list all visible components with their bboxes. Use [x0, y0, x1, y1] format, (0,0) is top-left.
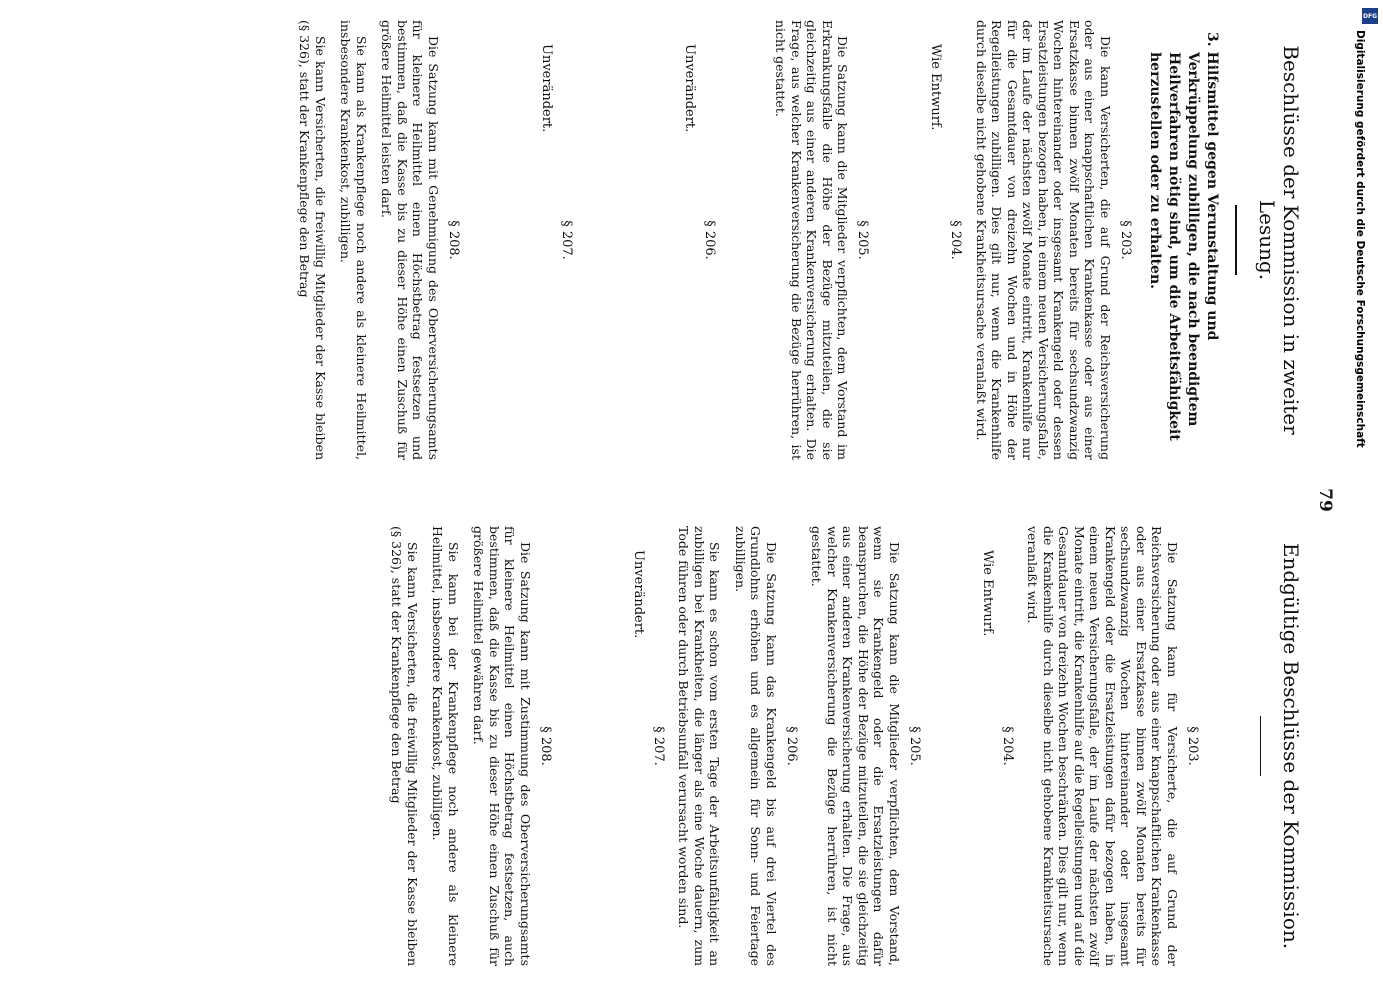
section-sign-206: § 206.	[784, 726, 799, 766]
section-text-203: Die kann Versicherten, die auf Grund der Reichsversicherung oder aus einer knappschaftlichen Krankenkasse oder aus einer Ersatzkasse binnen zwölf Monaten bereits für sechsundzwanzig Wochen hintereinander oder insgesamt Krankengeld oder dessen Ersatzleistungen bezogen haben, in einem neuen Versicherungsfalle, der im Laufe der nächsten zwölf Monate eintritt, Krankenhilfe nur für die Gesamtdauer von dreizehn Wochen und in Höhe der Regelleistungen zubilligen. Dies gilt nur, wenn die Krankenhilfe durch dieselbe nicht gehobene Krankheitsursache veranlaßt wird.	[974, 20, 1113, 460]
section-text-208-a: Die Satzung kann mit Genehmigung des Oberversicherungsamts für kleinere Heilmittel einen Höchstbetrag festsetzen und bestimmen, daß die Kasse bis zu dieser Höhe einen Zuschuß für größere Heilmittel leisten darf.	[379, 20, 441, 460]
section-sign-204: § 204.	[948, 220, 964, 260]
section-sign-207: § 207.	[559, 220, 574, 260]
section-text-208-a: Die Satzung kann mit Zustimmung des Oberversicherungsamts für kleinere Heilmittel einen Höchstbetrag festsetzen, auch bestimmen, daß die Kasse bis zu dieser Höhe einen Zuschuß für größere Heilmittel gewähren darf.	[471, 526, 533, 966]
section-sign-207: § 207.	[651, 726, 666, 766]
section-note-204: Wie Entwurf.	[928, 44, 944, 131]
section-sign-208: § 208.	[446, 220, 461, 260]
section-note-204: Wie Entwurf.	[980, 550, 995, 637]
heading-divider	[1235, 205, 1237, 275]
section-text-206-b: Sie kann es schon vom ersten Tage der Arbeitsunfähigkeit an zubilligen bei Krankheiten, die länger als eine Woche dauern, zum Tode führen oder durch Betriebsunfall verursacht worden sind.	[676, 526, 723, 966]
heading-divider	[1260, 716, 1261, 776]
section-text-203: Die Satzung kann für Versicherte, die auf Grund der Reichsversicherung oder aus einer knappschaftlichen Krankenkasse oder aus einer Ersatzkasse binnen zwölf Monaten bereits für sechsundzwanzig Wochen hintereinander oder insgesamt Krankengeld oder die Ersatzleistungen dafür bezogen haben, in einem neuen Versicherungsfalle, der im Laufe der nächsten zwölf Monate eintritt, die Krankenhilfe auf die Regelleistungen und auf die Gesamtdauer von dreizehn Wochen beschränken. Dies gilt nur, wenn die Krankenhilfe durch dieselbe nicht gehobene Krankheitsursache veranlaßt wird.	[1025, 526, 1180, 966]
right-column	[63, 526, 1313, 966]
section-sign-203: § 203.	[1118, 220, 1133, 260]
digitization-note: Digitalisierung gefördert durch die Deutsche Forschungsgemeinschaft	[1354, 30, 1366, 448]
left-column-heading: Beschlüsse der Kommission in zweiter Lesung.	[1255, 45, 1303, 435]
section-note-206: Unverändert.	[682, 44, 697, 133]
section-text-206-a: Die Satzung kann das Krankengeld bis auf drei Viertel des Grundlohns erhöhen und es allgemein für Sonn- und Feiertage zubilligen.	[733, 526, 779, 966]
right-column-heading: Endgültige Beschlüsse der Kommission.	[1279, 542, 1303, 950]
section-sign-208: § 208.	[538, 726, 553, 766]
section-text-205: Die Satzung kann die Mitglieder verpflichten, dem Vorstand, wenn sie Krankengeld oder die Ersatzleistungen dafür beanspruchen, die Höhe der Bezüge mitzuteilen, die sie gleichzeitig aus einer anderen Krankenversicherung erhalten. Die Frage, aus welcher Krankenversicherung die Bezüge herrühren, ist nicht gestattet.	[809, 526, 902, 966]
section-sign-203: § 203.	[1185, 726, 1200, 766]
section-sign-205: § 205.	[907, 726, 922, 766]
section-note-207: Unverändert.	[539, 44, 554, 133]
left-column	[63, 20, 1313, 460]
dfg-logo: DFG	[1362, 8, 1378, 24]
section-text-205: Die Satzung kann die Mitglieder verpflichten, dem Vorstand im Erkrankungsfalle die Höhe der Bezüge mitzuteilen, die sie gleichzeitig aus einer anderen Krankenversicherung erhalten. Die Frage, aus welcher Krankenversicherung die Bezüge herrühren, ist nicht gestattet.	[773, 20, 851, 460]
section-text-208-c: Sie kann Versicherten, die freiwillig Mitglieder der Kasse bleiben (§ 326), statt der Krankenpflege den Betrag	[297, 20, 328, 460]
section-title: 3. Hilfsmittel gegen Verunstaltung und Verkrüppelung zubilligen, die nach beendigtem Heilverfahren nötig sind, um die Arbeitsfähigkeit herzustellen oder zu erhalten.	[1147, 32, 1220, 441]
section-text-208-b: Sie kann bei der Krankenpflege noch andere als kleinere Heilmittel, insbesondere Krankenkost, zubilligen.	[430, 526, 461, 966]
page-number: 79	[1315, 488, 1335, 512]
section-sign-204: § 204.	[1000, 726, 1015, 766]
section-sign-206: § 206.	[702, 220, 717, 260]
section-sign-205: § 205.	[855, 220, 871, 260]
section-text-208-c: Sie kann Versicherten, die freiwillig Mitglieder der Kasse bleiben (§ 326), statt der Krankenpflege den Betrag	[389, 526, 420, 966]
section-note-207: Unverändert.	[631, 550, 646, 639]
section-text-208-b: Sie kann als Krankenpflege noch andere als kleinere Heilmittel, insbesondere Krankenkost, zubilligen.	[338, 20, 369, 460]
